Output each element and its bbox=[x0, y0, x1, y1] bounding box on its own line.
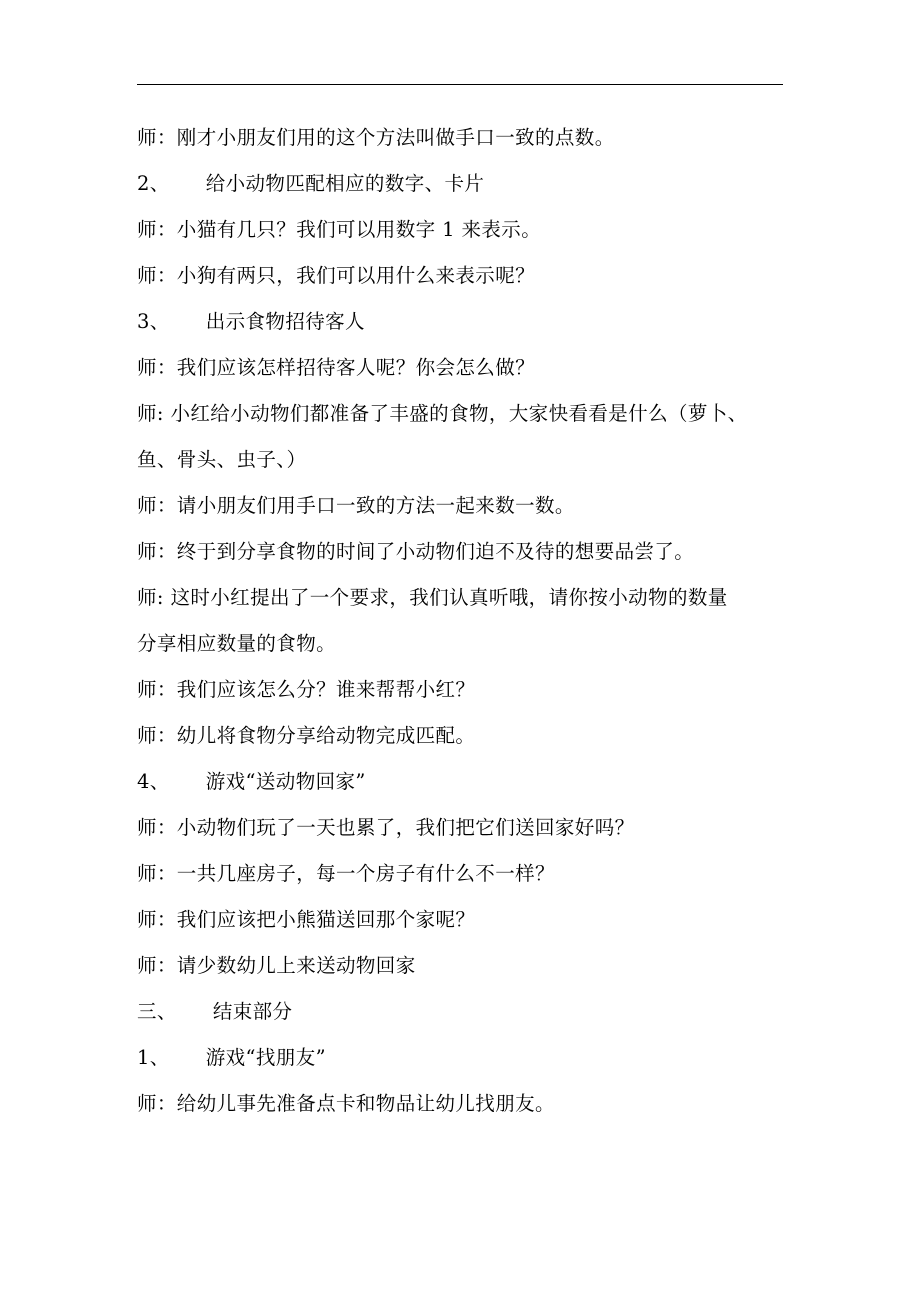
heading-number: 2、 bbox=[137, 172, 170, 195]
numbered-heading bbox=[137, 759, 787, 805]
heading-number: 4、 bbox=[137, 770, 170, 793]
heading-text: 给小动物匹配相应的数字、卡片 bbox=[205, 172, 485, 195]
line-text: 师：小狗有两只，我们可以用什么来表示呢？ bbox=[137, 264, 536, 287]
heading-number: 1、 bbox=[137, 1046, 170, 1069]
numbered-heading bbox=[137, 161, 787, 207]
text-line bbox=[137, 115, 787, 161]
line-text: 师：刚才小朋友们用的这个方法叫做手口一致的点数。 bbox=[137, 126, 615, 149]
header-rule bbox=[137, 84, 783, 85]
text-line bbox=[137, 897, 787, 943]
text-line bbox=[137, 253, 787, 299]
line-text: 师：请少数幼儿上来送动物回家 bbox=[137, 954, 416, 977]
heading-number: 3、 bbox=[137, 310, 170, 333]
numbered-heading bbox=[137, 1035, 787, 1081]
text-line bbox=[137, 391, 787, 437]
line-text: 师: 这时小红提出了一个要求，我们认真听哦，请你按小动物的数量 bbox=[137, 586, 728, 609]
line-text: 师: 小红给小动物们都准备了丰盛的食物，大家快看看是什么（萝卜、 bbox=[137, 402, 748, 425]
heading-number: 三、 bbox=[137, 1000, 177, 1023]
numbered-heading bbox=[137, 299, 787, 345]
text-line bbox=[137, 805, 787, 851]
heading-text: 结束部分 bbox=[212, 1000, 293, 1023]
line-text: 师：给幼儿事先准备点卡和物品让幼儿找朋友。 bbox=[137, 1092, 555, 1115]
line-text: 师：我们应该怎么分？谁来帮帮小红？ bbox=[137, 678, 476, 701]
text-line bbox=[137, 851, 787, 897]
line-text: 师：一共几座房子，每一个房子有什么不一样？ bbox=[137, 862, 555, 885]
heading-text: 游戏“找朋友” bbox=[205, 1046, 326, 1069]
text-line bbox=[137, 483, 787, 529]
text-line bbox=[137, 667, 787, 713]
heading-text: 游戏“送动物回家” bbox=[205, 770, 366, 793]
numbered-heading bbox=[137, 989, 787, 1035]
line-text: 师：小动物们玩了一天也累了，我们把它们送回家好吗？ bbox=[137, 816, 635, 839]
heading-text: 出示食物招待客人 bbox=[205, 310, 365, 333]
text-line bbox=[137, 529, 787, 575]
line-text: 师：我们应该把小熊猫送回那个家呢？ bbox=[137, 908, 476, 931]
text-line bbox=[137, 437, 787, 483]
text-line bbox=[137, 943, 787, 989]
text-line bbox=[137, 713, 787, 759]
text-line bbox=[137, 575, 787, 621]
line-text: 师：幼儿将食物分享给动物完成匹配。 bbox=[137, 724, 476, 747]
line-text: 师：我们应该怎样招待客人呢？你会怎么做？ bbox=[137, 356, 536, 379]
line-text: 师：终于到分享食物的时间了小动物们迫不及待的想要品尝了。 bbox=[137, 540, 695, 563]
line-text: 师：请小朋友们用手口一致的方法一起来数一数。 bbox=[137, 494, 575, 517]
text-line bbox=[137, 345, 787, 391]
text-line bbox=[137, 1081, 787, 1127]
text-line bbox=[137, 621, 787, 667]
line-text: 师：小猫有几只？我们可以用数字 1 来表示。 bbox=[137, 218, 542, 241]
document-body bbox=[137, 115, 787, 1127]
text-line bbox=[137, 207, 787, 253]
line-text: 分享相应数量的食物。 bbox=[137, 632, 337, 655]
line-text: 鱼、骨头、虫子、） bbox=[137, 448, 307, 471]
